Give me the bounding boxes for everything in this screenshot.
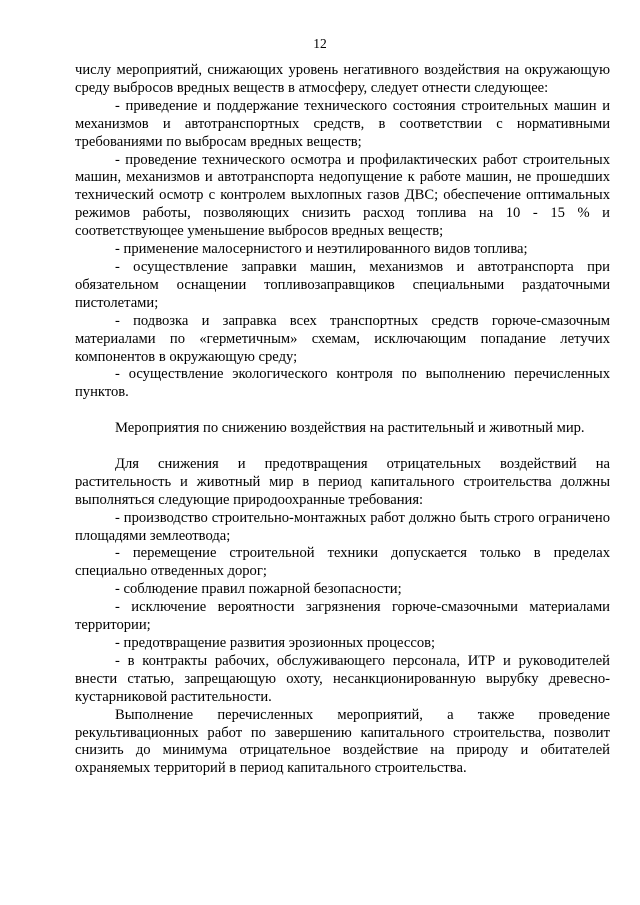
list-item: - применение малосернистого и неэтилированного видов топлива; [115,241,528,258]
list-item: - приведение и поддержание технического состояния строительных машин и механизмов и автотранспортных средств, в соответствии с нормативными требованиями по выбросам вредных веществ; [75,97,610,150]
page-number: 12 [313,36,327,51]
paragraph-intro: числу мероприятий, снижающих уровень негативного воздействия на окружающую среду выбросов вредных веществ в атмосферу, следует отнести следующее: [75,62,610,96]
list-item: - осуществление экологического контроля по выполнению перечисленных пунктов. [75,366,610,401]
document-body [75,62,610,778]
paragraph-intro: Для снижения и предотвращения отрицательных воздействий на растительность и животный мир в период капитального строительства должны выполняться следующие природоохранные требования: [75,455,610,508]
list-item: - предотвращение развития эрозионных процессов; [115,634,436,651]
list-item: - проведение технического осмотра и профилактических работ строительных машин, механизмов и автотранспорта недопущение к работе машин, не прошедших технический осмотр с контролем выхлопных газов ДВС; обеспечение оптимальных режимов работы, позволяющих снизить расход топлива на 10 - 15 % и соответствующее уменьшение выбросов вредных веществ; [75,151,610,240]
spacer [75,438,610,456]
list-item: - исключение вероятности загрязнения горюче-смазочными материалами территории; [75,599,610,634]
list-item: - подвозка и заправка всех транспортных средств горюче-смазочным материалами по «герметичным» схемам, исключающим попадание летучих компонентов в окружающую среду; [75,312,610,365]
paragraph-conclusion: Выполнение перечисленных мероприятий, а также проведение рекультивационных работ по завершению капитального строительства, позволит снизить до минимума отрицательное воздействие на природу и обитателей охраняемых территорий в период капитального строительства. [75,706,610,777]
list-item: - перемещение строительной техники допускается только в пределах специально отведенных дорог; [75,545,610,580]
list-item: - осуществление заправки машин, механизмов и автотранспорта при обязательном оснащении топливозаправщиков специальными раздаточными пистолетами; [75,258,610,311]
section-heading: Мероприятия по снижению воздействия на растительный и животный мир. [115,420,585,437]
list-item: - в контракты рабочих, обслуживающего персонала, ИТР и руководителей внести статью, запрещающую охоту, несанкционированную вырубку древесно-кустарниковой растительности. [75,652,610,705]
list-item: - производство строительно-монтажных работ должно быть строго ограничено площадями землеотвода; [75,509,610,544]
spacer [75,402,610,420]
list-item: - соблюдение правил пожарной безопасности; [115,581,402,598]
